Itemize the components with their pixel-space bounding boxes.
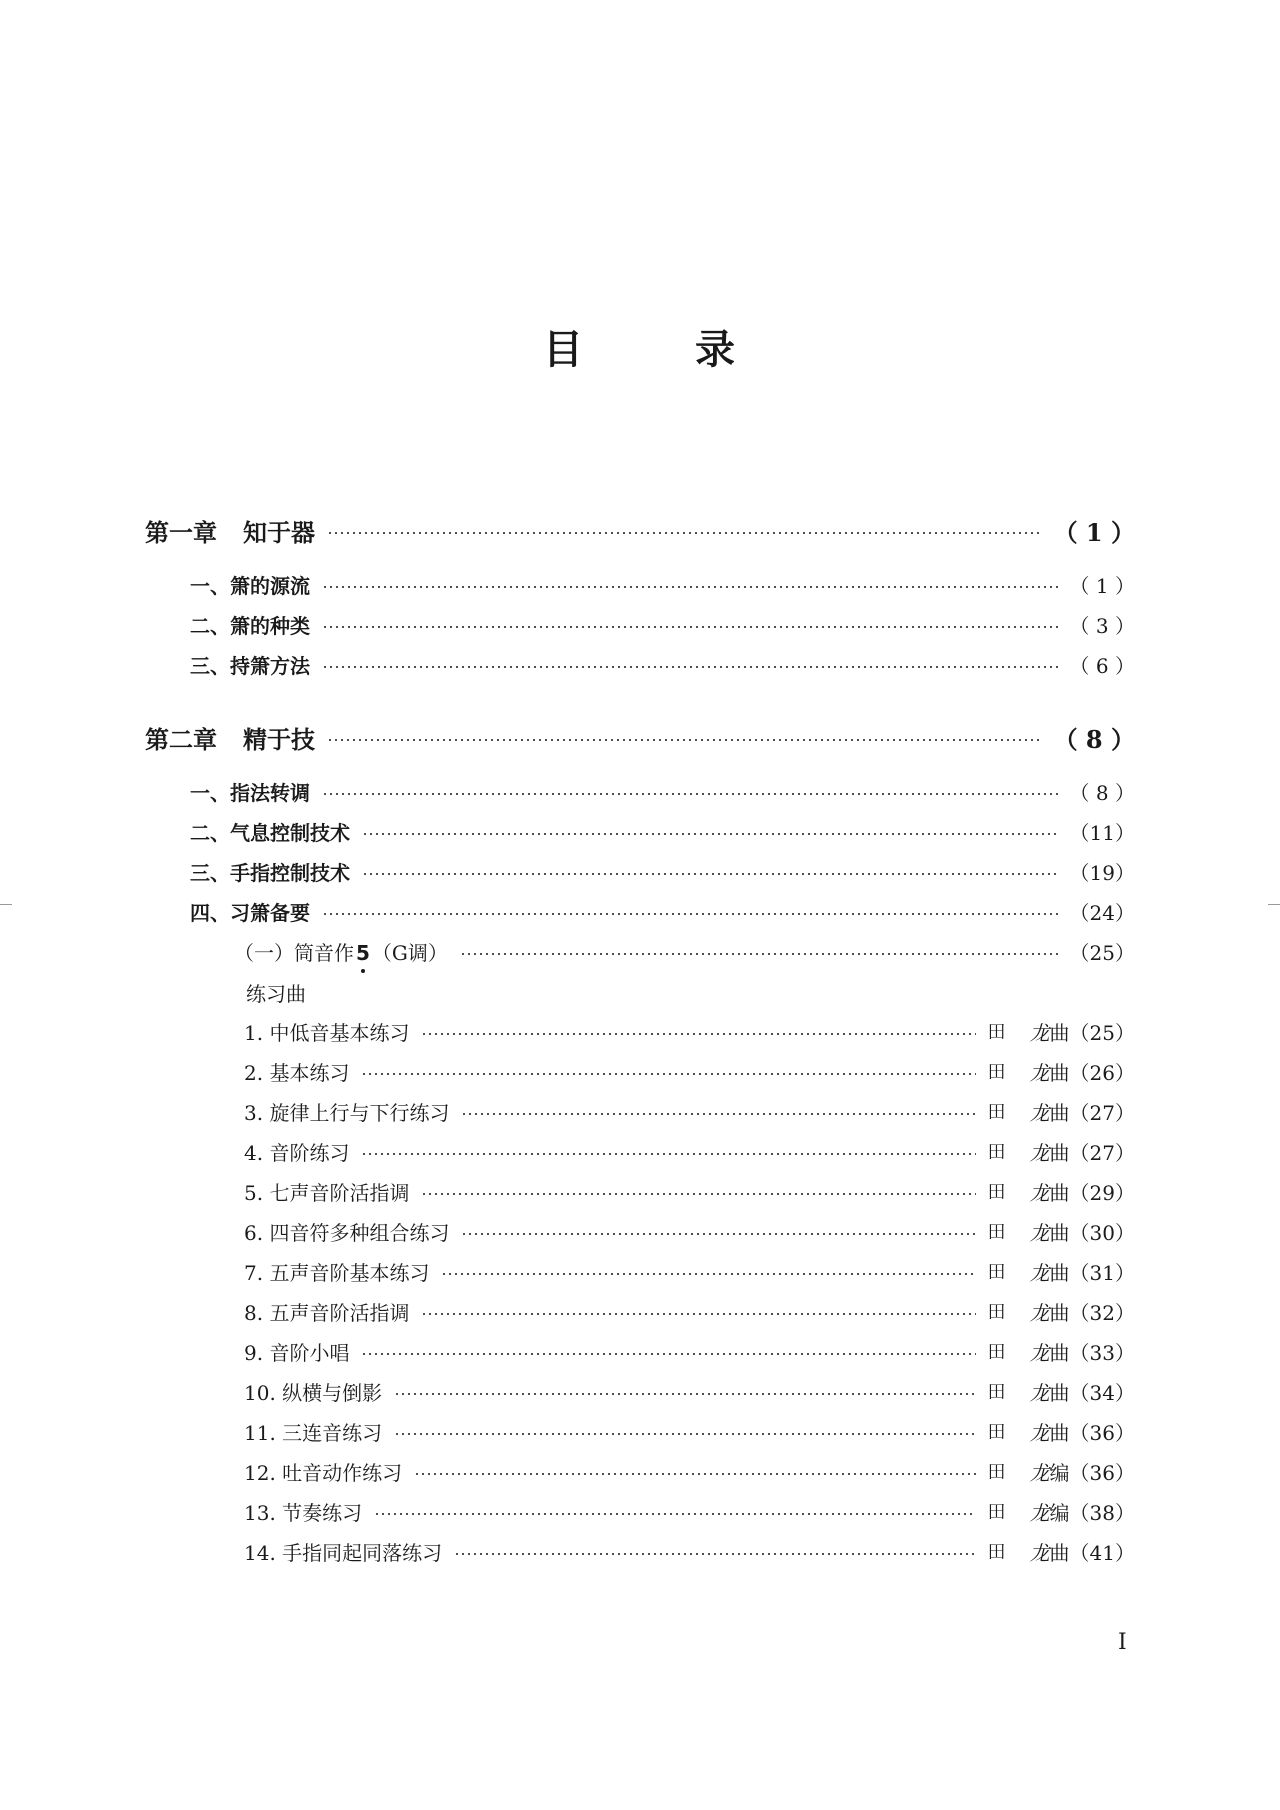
piece-title: 9. 音阶小唱 [244,1340,350,1365]
piece-credit [988,1057,1070,1086]
piece-page: （32） [1069,1300,1135,1325]
piece-page: （30） [1069,1220,1135,1245]
piece-credit [988,1097,1070,1126]
dot-leader [322,913,1058,915]
section-page: （ 1 ） [1069,573,1135,598]
piece-title: 14. 手指同起同落练习 [244,1540,443,1565]
piece-page: （29） [1069,1180,1135,1205]
credit-role: 曲 [1049,1260,1070,1285]
credit-role: 编 [1049,1460,1070,1485]
piece-title: 5. 七声音阶活指调 [244,1180,410,1205]
author-given-name: 龙 [1029,1380,1050,1405]
credit-role: 编 [1049,1500,1070,1525]
section-title: 三、持箫方法 [190,653,310,678]
author-surname: 田 [987,1222,1006,1243]
toc-piece[interactable] [244,1054,1135,1088]
toc-piece[interactable] [244,1214,1135,1248]
toc-piece[interactable] [244,1334,1135,1368]
credit-role: 曲 [1049,1180,1070,1205]
toc-piece[interactable] [244,1494,1135,1528]
toc-section[interactable] [190,814,1135,848]
chapter-title: 知于器 [243,517,315,547]
section-title: 三、手指控制技术 [190,860,350,885]
dot-leader [322,586,1058,588]
author-given-name: 龙 [1029,1180,1050,1205]
dot-leader [421,1033,975,1035]
author-surname: 田 [987,1302,1006,1323]
piece-title: 3. 旋律上行与下行练习 [244,1100,450,1125]
credit-role: 曲 [1049,1020,1070,1045]
piece-title: 8. 五声音阶活指调 [244,1300,410,1325]
credit-role: 曲 [1049,1060,1070,1085]
crop-mark [0,904,12,905]
section-page: （ 6 ） [1069,653,1135,678]
author-surname: 田 [987,1102,1006,1123]
dot-leader [441,1273,975,1275]
toc-section[interactable] [190,854,1135,888]
piece-credit [988,1337,1070,1366]
credit-role: 曲 [1049,1340,1070,1365]
dot-leader [421,1193,975,1195]
subsection-page: （25） [1069,940,1135,965]
author-surname: 田 [987,1422,1006,1443]
chapter-number: 第一章 [145,517,217,547]
piece-title: 12. 吐音动作练习 [244,1460,403,1485]
author-surname: 田 [987,1462,1006,1483]
piece-page: （33） [1069,1340,1135,1365]
section-page: （ 3 ） [1069,613,1135,638]
dot-leader [322,666,1058,668]
dot-leader [454,1553,975,1555]
toc-piece[interactable] [244,1454,1135,1488]
dot-leader [327,532,1042,534]
piece-credit [988,1217,1070,1246]
piece-credit [988,1017,1070,1046]
dot-leader [394,1393,975,1395]
subsection-prefix: （一）筒音作 [234,940,354,965]
dot-leader [461,1233,975,1235]
piece-page: （27） [1069,1100,1135,1125]
author-given-name: 龙 [1029,1220,1050,1245]
piece-page: （31） [1069,1260,1135,1285]
dot-leader [362,833,1058,835]
piece-title: 10. 纵横与倒影 [244,1380,383,1405]
credit-role: 曲 [1049,1140,1070,1165]
piece-title: 13. 节奏练习 [244,1500,363,1525]
toc-section[interactable] [190,774,1135,808]
piece-title: 7. 五声音阶基本练习 [244,1260,430,1285]
dot-leader [327,739,1042,741]
piece-title: 2. 基本练习 [244,1060,350,1085]
piece-credit [988,1377,1070,1406]
toc-subsection[interactable] [234,934,1135,968]
author-given-name: 龙 [1029,1540,1050,1565]
dot-leader [361,1353,975,1355]
toc-piece[interactable] [244,1294,1135,1328]
author-surname: 田 [987,1022,1006,1043]
section-title: 一、指法转调 [190,780,310,805]
piece-page: （38） [1069,1500,1135,1525]
piece-title: 6. 四音符多种组合练习 [244,1220,450,1245]
author-surname: 田 [987,1382,1006,1403]
chapter-title: 精于技 [243,724,315,754]
dot-leader [362,873,1058,875]
dot-leader [460,953,1058,955]
piece-page: （25） [1069,1020,1135,1045]
subsection-title [234,937,448,966]
piece-credit [988,1457,1070,1486]
author-surname: 田 [987,1542,1006,1563]
dot-leader [361,1073,975,1075]
author-given-name: 龙 [1029,1060,1050,1085]
chapter-page: （ 8 ） [1053,724,1135,754]
toc-piece[interactable] [244,1374,1135,1408]
toc-section[interactable] [190,894,1135,928]
dot-leader [361,1153,975,1155]
toc-piece[interactable] [244,1014,1135,1048]
toc-section[interactable] [190,647,1135,681]
toc-section[interactable] [190,607,1135,641]
author-given-name: 龙 [1029,1260,1050,1285]
section-title: 二、气息控制技术 [190,820,350,845]
author-given-name: 龙 [1029,1300,1050,1325]
dot-leader [414,1473,975,1475]
page-title [0,318,1280,375]
page-number: I [1118,1630,1127,1655]
toc-chapter-1[interactable] [145,513,1135,547]
author-surname: 田 [987,1142,1006,1163]
author-given-name: 龙 [1029,1340,1050,1365]
piece-page: （41） [1069,1540,1135,1565]
piece-credit [988,1497,1070,1526]
section-title: 一、箫的源流 [190,573,310,598]
page-title-right: 录 [695,327,737,373]
credit-role: 曲 [1049,1300,1070,1325]
author-given-name: 龙 [1029,1460,1050,1485]
page-title-left: 目 [543,327,585,373]
piece-credit [988,1137,1070,1166]
author-given-name: 龙 [1029,1420,1050,1445]
chapter-number: 第二章 [145,724,217,754]
toc-piece[interactable] [244,1094,1135,1128]
credit-role: 曲 [1049,1100,1070,1125]
credit-role: 曲 [1049,1380,1070,1405]
piece-title: 11. 三连音练习 [244,1420,383,1445]
author-surname: 田 [987,1262,1006,1283]
author-given-name: 龙 [1029,1100,1050,1125]
toc-piece[interactable] [244,1414,1135,1448]
low-note-5-symbol: 5 [354,941,372,965]
section-title: 二、箫的种类 [190,613,310,638]
author-surname: 田 [987,1182,1006,1203]
credit-role: 曲 [1049,1540,1070,1565]
piece-page: （26） [1069,1060,1135,1085]
toc-piece[interactable] [244,1254,1135,1288]
piece-credit [988,1257,1070,1286]
dot-leader [374,1513,975,1515]
section-page: （24） [1069,900,1135,925]
subsection-suffix: （G调） [371,940,448,965]
toc-piece[interactable] [244,1134,1135,1168]
section-page: （ 8 ） [1069,780,1135,805]
dot-leader [394,1433,975,1435]
credit-role: 曲 [1049,1220,1070,1245]
author-given-name: 龙 [1029,1140,1050,1165]
piece-title: 1. 中低音基本练习 [244,1020,410,1045]
toc-piece[interactable] [244,1534,1135,1568]
author-given-name: 龙 [1029,1020,1050,1045]
author-given-name: 龙 [1029,1500,1050,1525]
author-surname: 田 [987,1342,1006,1363]
piece-page: （27） [1069,1140,1135,1165]
piece-title: 4. 音阶练习 [244,1140,350,1165]
toc-chapter-2[interactable] [145,720,1135,754]
exercise-heading: 练习曲 [246,982,306,1006]
dot-leader [461,1113,975,1115]
toc-piece[interactable] [244,1174,1135,1208]
section-page: （19） [1069,860,1135,885]
dot-leader [322,626,1058,628]
piece-page: （34） [1069,1380,1135,1405]
dot-leader [322,793,1058,795]
piece-page: （36） [1069,1460,1135,1485]
section-page: （11） [1069,820,1135,845]
toc-section[interactable] [190,567,1135,601]
low-octave-dot-icon [361,969,365,973]
piece-page: （36） [1069,1420,1135,1445]
chapter-page: （ 1 ） [1053,517,1135,547]
author-surname: 田 [987,1502,1006,1523]
dot-leader [421,1313,975,1315]
section-title: 四、习箫备要 [190,900,310,925]
author-surname: 田 [987,1062,1006,1083]
credit-role: 曲 [1049,1420,1070,1445]
piece-credit [988,1537,1070,1566]
crop-mark [1268,904,1280,905]
piece-credit [988,1417,1070,1446]
piece-credit [988,1177,1070,1206]
piece-credit [988,1297,1070,1326]
